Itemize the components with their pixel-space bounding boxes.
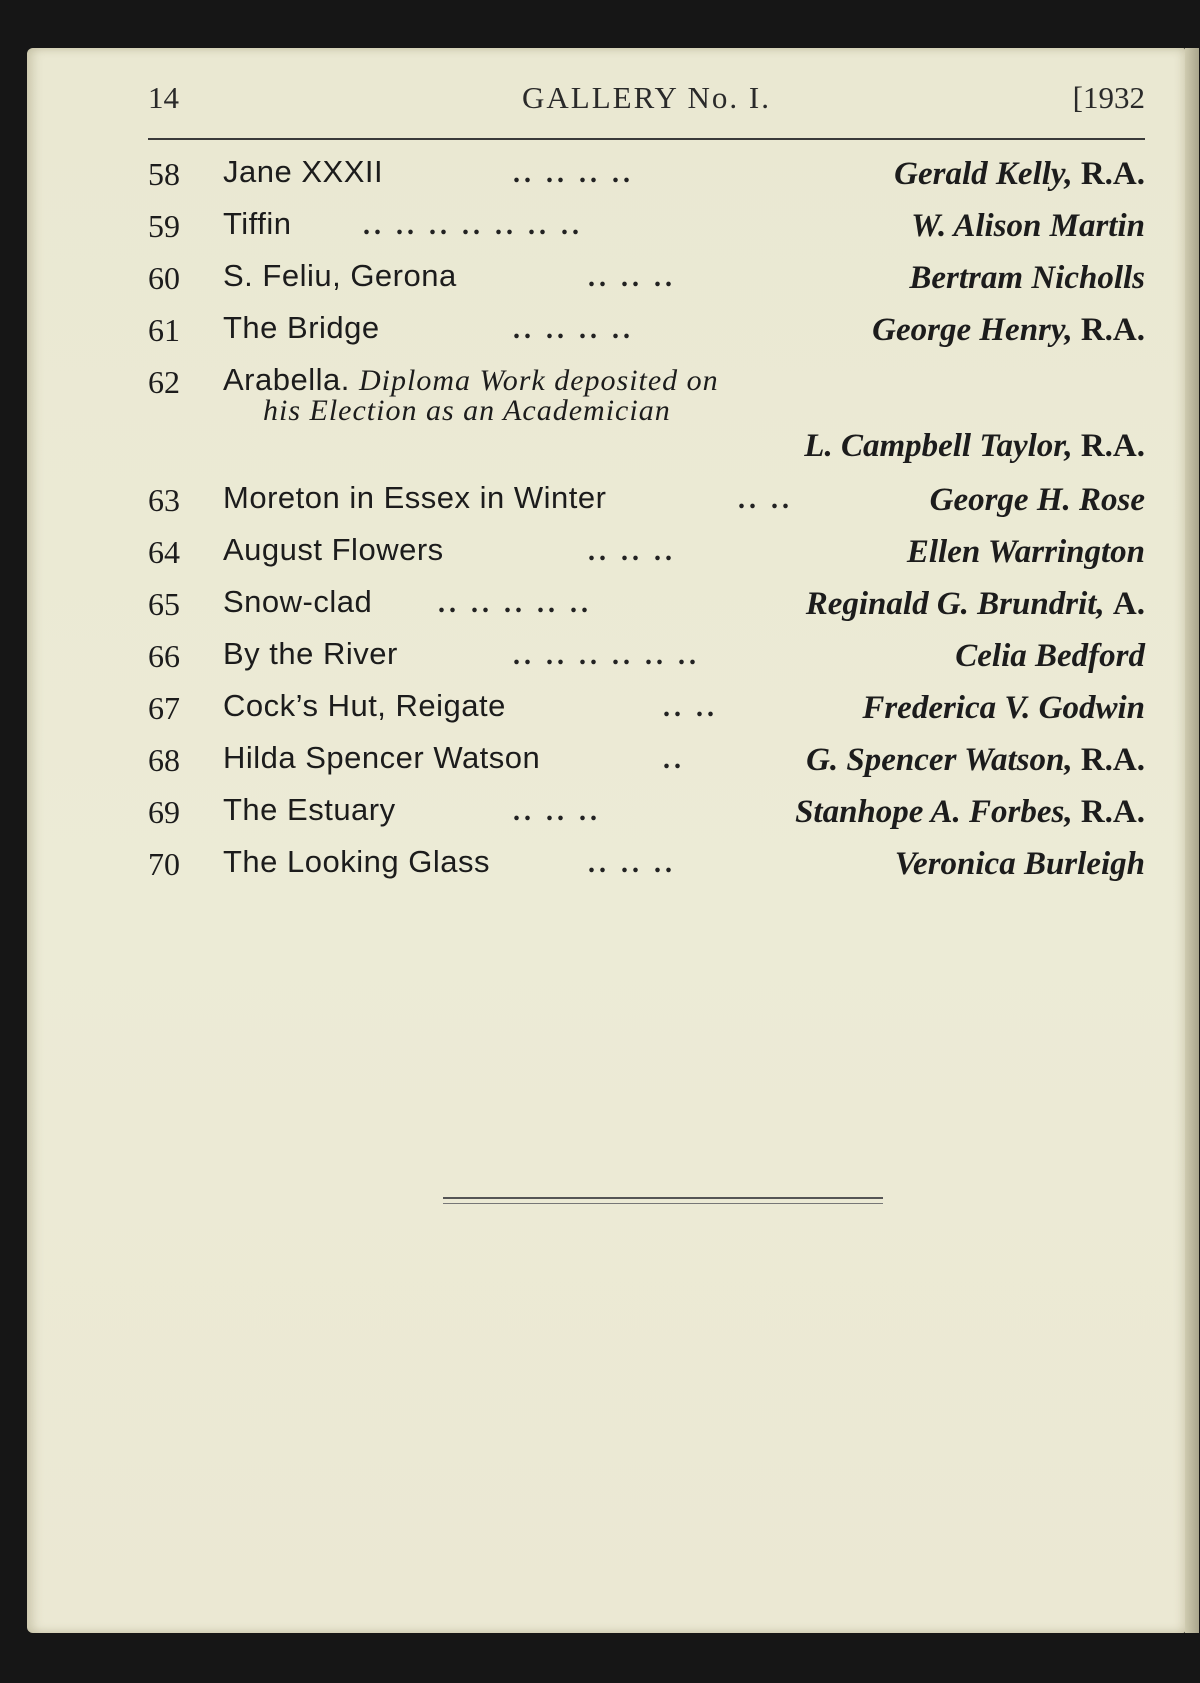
entry-title: The Bridge (223, 310, 380, 345)
artist-name: Ellen Warrington (906, 534, 1145, 570)
dot-leaders: .. (663, 744, 685, 775)
dot-leaders: .. .. .. .. .. .. .. (363, 210, 583, 241)
entry-title (223, 362, 719, 398)
artist-name: Frederica V. Godwin (862, 690, 1145, 726)
entry-artist (862, 690, 1145, 727)
dot-leaders: .. .. (663, 692, 718, 723)
entry-artist (895, 846, 1145, 883)
entry-title: Hilda Spencer Watson (223, 740, 541, 775)
list-item (148, 738, 1145, 790)
entry-title: The Looking Glass (223, 844, 490, 879)
artist-name: Gerald Kelly, (894, 156, 1073, 192)
dot-leaders: .. .. .. .. .. (438, 588, 592, 619)
list-item (148, 478, 1145, 530)
artist-name: Bertram Nicholls (909, 260, 1145, 296)
entry-number: 59 (148, 208, 180, 244)
dot-leaders: .. .. .. (588, 262, 676, 293)
entry-number: 63 (148, 482, 180, 518)
entry-artist (930, 482, 1145, 519)
artist-name: Celia Bedford (955, 638, 1145, 674)
page-header (148, 80, 1145, 132)
entry-number: 64 (148, 534, 180, 570)
dot-leaders: .. .. .. (588, 848, 676, 879)
artist-name: L. Campbell Taylor, (804, 428, 1073, 464)
entry-title: Moreton in Essex in Winter (223, 480, 607, 515)
list-item (148, 204, 1145, 256)
list-item (148, 308, 1145, 360)
entry-artist (806, 586, 1145, 623)
entry-title: The Estuary (223, 792, 396, 827)
entry-title: Jane XXXII (223, 154, 384, 189)
entry-title-text: Arabella. (223, 362, 350, 397)
artist-name: George Henry, (872, 312, 1073, 348)
artist-name: Stanhope A. Forbes, (795, 794, 1073, 830)
entry-note-continued: his Election as an Academician (263, 394, 671, 427)
entry-artist (806, 742, 1145, 779)
artist-name: Veronica Burleigh (894, 846, 1145, 882)
gallery-title: GALLERY No. I. (522, 80, 771, 115)
entry-artist (804, 428, 1145, 465)
list-item (148, 686, 1145, 738)
entry-title: August Flowers (223, 532, 444, 567)
entry-number: 67 (148, 690, 180, 726)
dot-leaders: .. .. .. .. (513, 158, 634, 189)
dot-leaders: .. .. .. (513, 796, 601, 827)
artist-suffix: R.A. (1080, 156, 1145, 192)
entry-artist (909, 260, 1145, 297)
artist-suffix: A. (1112, 586, 1145, 622)
entry-title: Tiffin (223, 206, 292, 241)
entry-number: 70 (148, 846, 180, 882)
entry-number: 61 (148, 312, 180, 348)
entry-title: Cock’s Hut, Reigate (223, 688, 506, 723)
entry-artist (911, 208, 1145, 245)
entry-title: By the River (223, 636, 398, 671)
entry-artist (795, 794, 1145, 831)
artist-name: G. Spencer Watson, (806, 742, 1073, 778)
end-rule (443, 1197, 883, 1204)
list-item (148, 152, 1145, 204)
entry-artist (955, 638, 1145, 675)
page-edge (1185, 48, 1199, 1633)
artist-name: W. Alison Martin (911, 208, 1145, 244)
year: [1932 (1072, 80, 1145, 115)
entry-number: 68 (148, 742, 180, 778)
list-item (148, 582, 1145, 634)
entry-number: 58 (148, 156, 180, 192)
entry-number: 62 (148, 364, 180, 400)
artist-suffix: R.A. (1080, 428, 1145, 464)
entry-artist (872, 312, 1145, 349)
header-rule (148, 138, 1145, 140)
artist-name: George H. Rose (929, 482, 1145, 518)
entry-number: 60 (148, 260, 180, 296)
entry-number: 69 (148, 794, 180, 830)
entry-title: S. Feliu, Gerona (223, 258, 457, 293)
page-number: 14 (148, 80, 179, 115)
list-item (148, 530, 1145, 582)
entry-artist (894, 156, 1145, 193)
list-item (148, 256, 1145, 308)
list-item (148, 842, 1145, 894)
dot-leaders: .. .. (738, 484, 793, 515)
entry-artist (907, 534, 1145, 571)
dot-leaders: .. .. .. .. .. .. (513, 640, 700, 671)
entry-number: 65 (148, 586, 180, 622)
artist-suffix: R.A. (1080, 312, 1145, 348)
entry-number: 66 (148, 638, 180, 674)
artist-name: Reginald G. Brundrit, (805, 586, 1105, 622)
artist-suffix: R.A. (1080, 742, 1145, 778)
list-item (148, 790, 1145, 842)
list-item (148, 360, 1145, 478)
entry-list (148, 152, 1145, 894)
artist-suffix: R.A. (1080, 794, 1145, 830)
dot-leaders: .. .. .. .. (513, 314, 634, 345)
list-item (148, 634, 1145, 686)
dot-leaders: .. .. .. (588, 536, 676, 567)
entry-title: Snow-clad (223, 584, 373, 619)
entry-note: Diploma Work deposited on (358, 364, 719, 397)
